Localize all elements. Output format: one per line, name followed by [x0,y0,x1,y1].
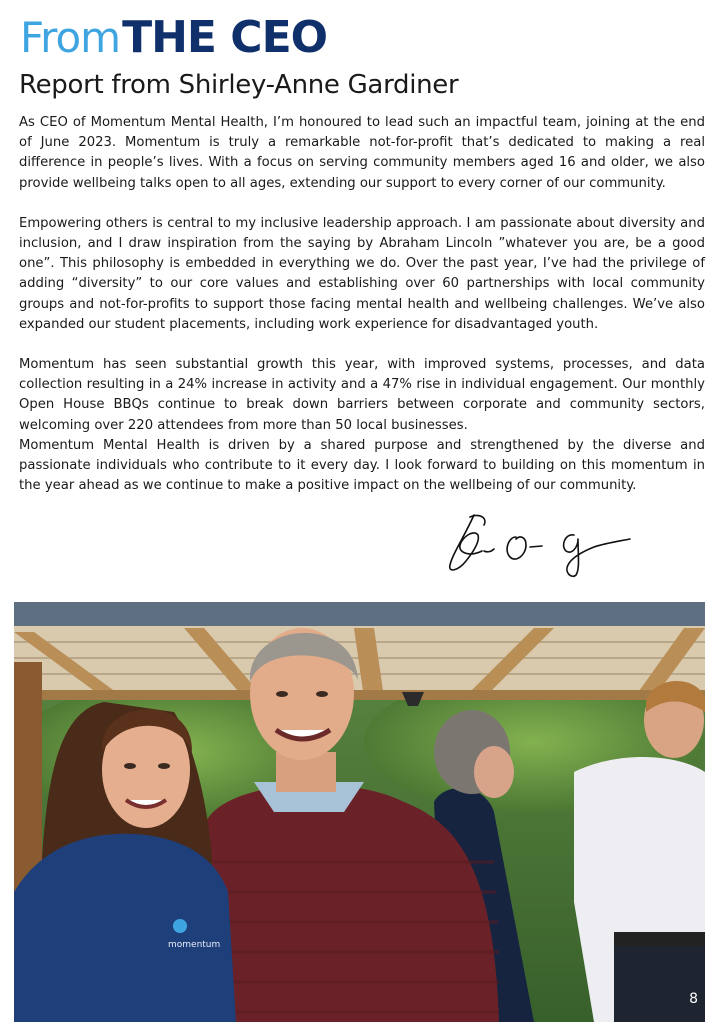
report-subtitle: Report from Shirley-Anne Gardiner [19,70,459,100]
page-header [20,12,327,64]
paragraph-intro: As CEO of Momentum Mental Health, I’m honoured to lead such an impactful team, joining at the end of June 2023. Momentum is truly a remarkable not-for-profit that’s dedicated to making a real difference in people’s lives. With a focus on serving community members aged 16 and older, we also provide wellbeing talks open to all ages, extending our support to every corner of our community. [19,115,705,191]
header-from: From [20,13,121,62]
team-photo-illustration [14,602,705,1022]
paragraph-growth: Momentum has seen substantial growth this year, with improved systems, processes, and data collection resulting in a 24% increase in activity and a 47% rise in individual engagement. Our monthly Open House BBQs continue to break down barriers between corporate and community sectors, welcoming over 220 attendees from more than 50 local businesses. [19,357,705,433]
paragraph-leadership: Empowering others is central to my inclusive leadership approach. I am passionate about diversity and inclusion, and I draw inspiration from the saying by Abraham Lincoln ”whatever you are, be a good one”. This philosophy is embedded in everything we do. Over the past year, I’ve had the privilege of adding “diversity” to our core values and establishing over 60 partnerships with local community groups and not-for-profits to support those facing mental health and wellbeing challenges. We’ve also expanded our student placements, including work experience for disadvantaged youth. [19,215,705,332]
shirt-logo-text: momentum [168,940,221,950]
page-number: 8 [689,991,698,1007]
ceo-signature [444,507,634,579]
paragraph-closing: Momentum Mental Health is driven by a shared purpose and strengthened by the diverse and passionate individuals who contribute to it every day. I look forward to building on this momentum in the year ahead as we continue to make a positive impact on the wellbeing of our community. [19,437,705,494]
report-body [19,113,705,496]
header-the-ceo: THE CEO [122,12,328,63]
team-photo [14,602,705,1022]
